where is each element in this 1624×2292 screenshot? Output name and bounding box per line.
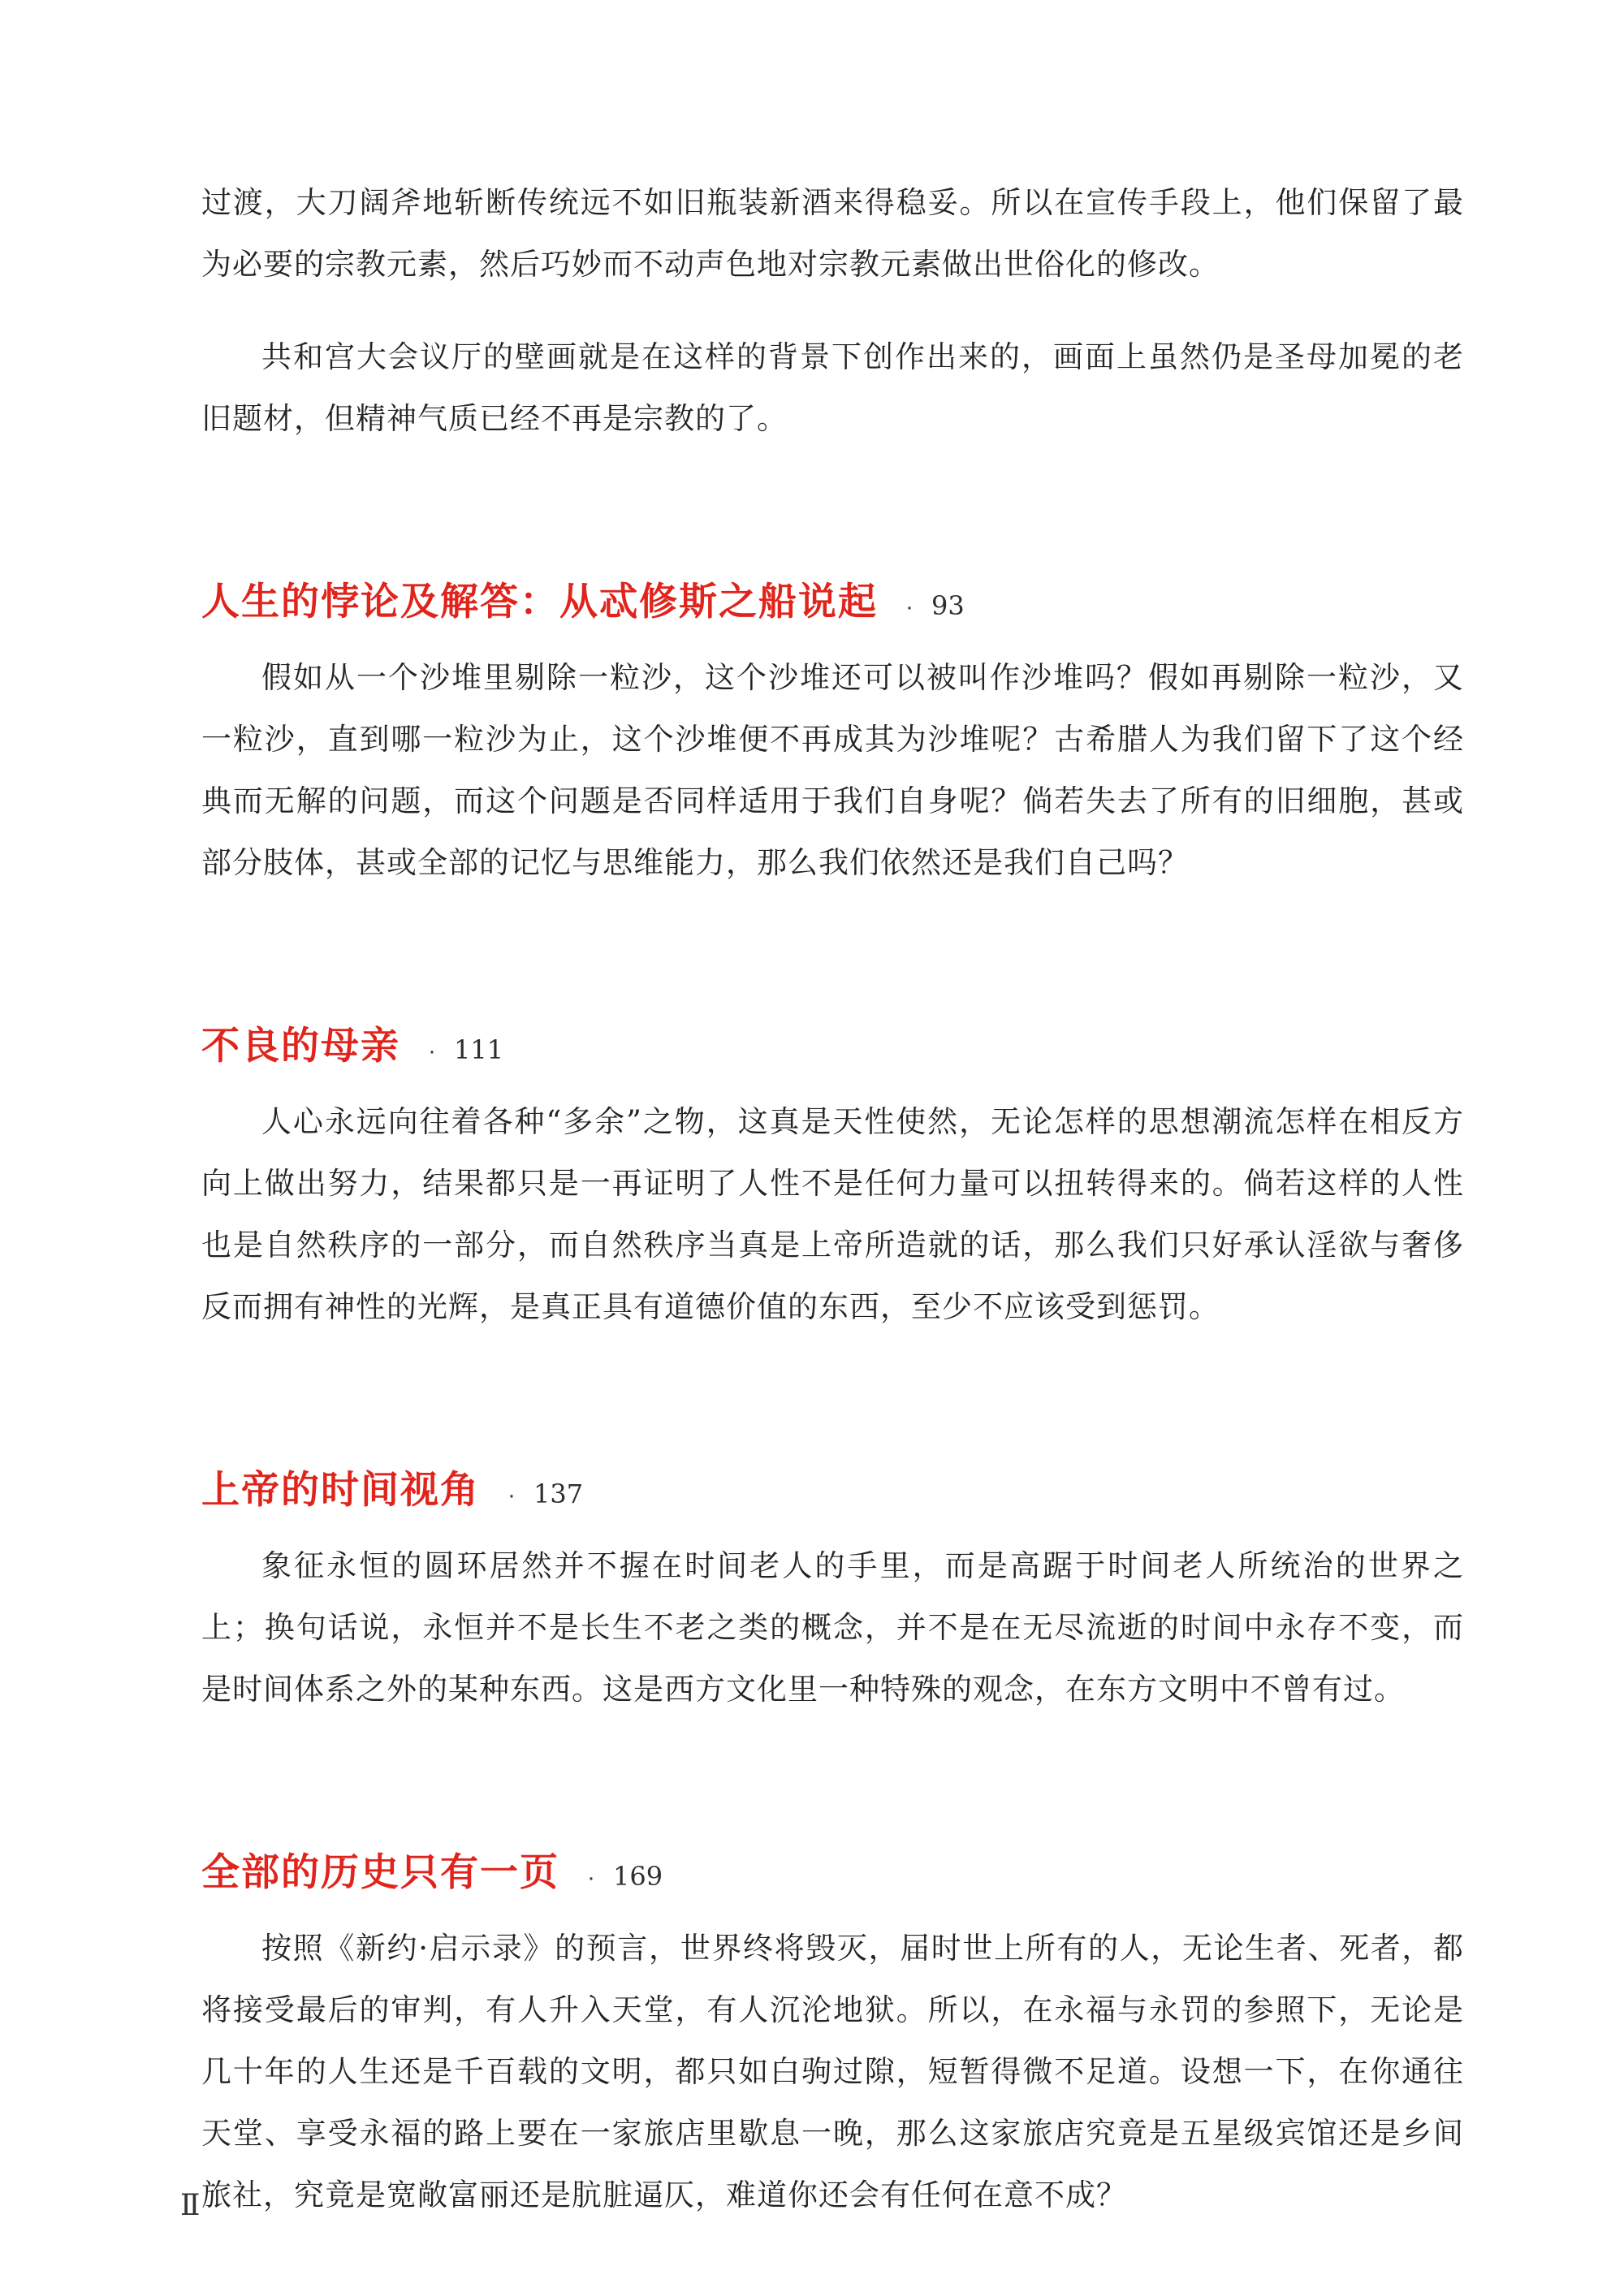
toc-entry-title: 上帝的时间视角 <box>201 1468 480 1511</box>
toc-heading <box>201 572 1464 626</box>
toc-entry-title: 不良的母亲 <box>201 1024 400 1067</box>
toc-entry-title: 全部的历史只有一页 <box>201 1850 559 1893</box>
dot-separator: · <box>587 1864 595 1891</box>
page-content <box>201 172 1464 2226</box>
toc-heading <box>201 1016 1464 1070</box>
toc-entry <box>201 572 1464 894</box>
toc-heading <box>201 1842 1464 1897</box>
toc-entry-page-number: 111 <box>454 1034 504 1065</box>
dot-separator: · <box>508 1482 516 1509</box>
toc-entry <box>201 1016 1464 1338</box>
toc-entry-page-number: 93 <box>931 590 965 621</box>
intro-paragraph: 共和宫大会议厅的壁画就是在这样的背景下创作出来的，画面上虽然仍是圣母加冕的老旧题材，但精神气质已经不再是宗教的了。 <box>201 339 1464 436</box>
toc-heading <box>201 1460 1464 1514</box>
intro-paragraph: 过渡，大刀阔斧地斩断传统远不如旧瓶装新酒来得稳妥。所以在宣传手段上，他们保留了最为必要的宗教元素，然后巧妙而不动声色地对宗教元素做出世俗化的修改。 <box>201 185 1464 282</box>
toc-entry-page-number: 169 <box>613 1861 663 1892</box>
dot-separator: · <box>905 594 914 620</box>
toc-entry-summary: 按照《新约·启示录》的预言，世界终将毁灭，届时世上所有的人，无论生者、死者，都将接受最后的审判，有人升入天堂，有人沉沦地狱。所以，在永福与永罚的参照下，无论是几十年的人生还是千百载的文明，都只如白驹过隙，短暂得微不足道。设想一下，在你通往天堂、享受永福的路上要在一家旅店里歇息一晚，那么这家旅店究竟是五星级宾馆还是乡间旅社，究竟是宽敞富丽还是肮脏逼仄，难道你还会有任何在意不成？ <box>201 1931 1464 2212</box>
dot-separator: · <box>428 1038 436 1064</box>
toc-entry-title: 人生的悖论及解答：从忒修斯之船说起 <box>201 580 878 623</box>
toc-entry-summary: 假如从一个沙堆里剔除一粒沙，这个沙堆还可以被叫作沙堆吗？假如再剔除一粒沙，又一粒沙，直到哪一粒沙为止，这个沙堆便不再成其为沙堆呢？古希腊人为我们留下了这个经典而无解的问题，而这个问题是否同样适用于我们自身呢？倘若失去了所有的旧细胞，甚或部分肢体，甚或全部的记忆与思维能力，那么我们依然还是我们自己吗？ <box>201 660 1464 880</box>
toc-entry-summary: 人心永远向往着各种“多余”之物，这真是天性使然，无论怎样的思想潮流怎样在相反方向上做出努力，结果都只是一再证明了人性不是任何力量可以扭转得来的。倘若这样的人性也是自然秩序的一部分，而自然秩序当真是上帝所造就的话，那么我们只好承认淫欲与奢侈反而拥有神性的光辉，是真正具有道德价值的东西，至少不应该受到惩罚。 <box>201 1104 1464 1324</box>
toc-entry <box>201 1460 1464 1720</box>
toc-entry-summary: 象征永恒的圆环居然并不握在时间老人的手里，而是高踞于时间老人所统治的世界之上；换句话说，永恒并不是长生不老之类的概念，并不是在无尽流逝的时间中永存不变，而是时间体系之外的某种东西。这是西方文化里一种特殊的观念，在东方文明中不曾有过。 <box>201 1548 1464 1707</box>
toc-entry <box>201 1842 1464 2226</box>
toc-entry-page-number: 137 <box>533 1478 584 1509</box>
footer-page-number: Ⅱ <box>180 2189 201 2222</box>
